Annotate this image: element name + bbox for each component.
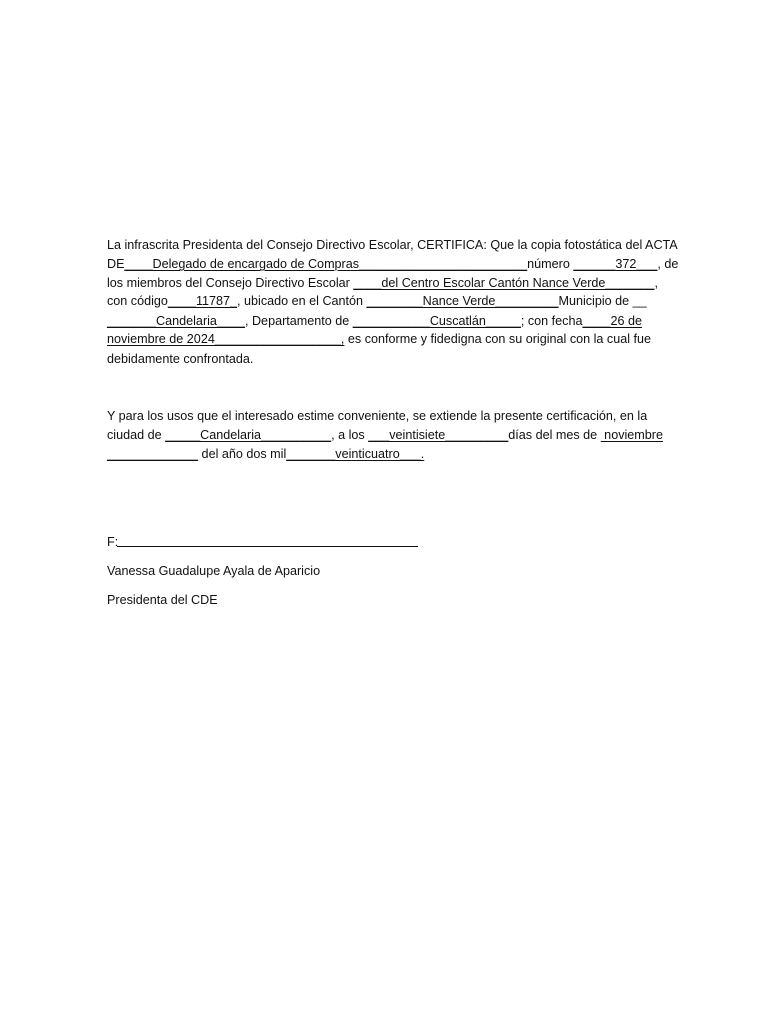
signature-label-text: F: [107,535,119,549]
anio-field: _______veinticuatro___. [286,447,425,461]
usage-text: Y para los usos que el interesado estime conveniente, se extiende la presente certificación, en la [107,409,648,423]
cert-text: La infrascrita Presidenta del Consejo Directivo Escolar, CERTIFICA: Que la copia fotostática del ACTA [107,238,678,252]
signer-name-text: Vanessa Guadalupe Ayala de Aparicio [107,564,321,578]
cert-text: con código [107,294,168,308]
signature-label [107,534,118,550]
cert-text: , de [657,257,679,271]
cert-text: debidamente confrontada. [107,352,254,366]
cert-line-1 [107,237,678,253]
fecha-field: ____26 de [582,314,643,328]
cert-text: los miembros del Consejo Directivo Escolar [107,276,354,290]
cert-line-2 [107,256,678,272]
cert-line-3 [107,275,658,291]
usage-line-3 [107,446,424,462]
canton-field: ________Nance Verde_________ [366,294,559,308]
cert-line-6 [107,331,651,347]
cert-line-7 [107,351,253,367]
usage-text: del año dos mil [198,447,287,461]
signer-title [107,592,218,608]
numero-field: ______372___ [573,257,658,271]
cert-text: ; con fecha [520,314,583,328]
usage-text: ciudad de [107,428,166,442]
dias-field: ___veintisiete_________ [368,428,509,442]
acta-field: ____Delegado de encargado de Compras________________________ [124,257,528,271]
departamento-field: ___________Cuscatlán_____ [352,314,521,328]
signature-line [117,546,418,547]
usage-line-2 [107,427,663,443]
fecha-field: noviembre de 2024__________________, [107,332,345,346]
cert-text: , Departamento de [244,314,353,328]
municipio-field: _______Candelaria____ [107,314,245,328]
codigo-field: ____11787_ [167,294,238,308]
cert-text: , ubicado en el Cantón [237,294,367,308]
usage-text: , a los [331,428,369,442]
usage-text: días del mes de [508,428,601,442]
mes-field: _____________ [107,447,199,461]
cert-text: es conforme y fidedigna con su original con la cual fue [344,332,652,346]
usage-line-1 [107,408,647,424]
signer-name [107,563,320,579]
cert-line-5 [107,313,642,329]
cert-text: , [654,276,658,290]
cert-text: DE [107,257,125,271]
centro-escolar-field: ____del Centro Escolar Cantón Nance Verde_______ [353,276,655,290]
signer-title-text: Presidenta del CDE [107,593,218,607]
cert-line-4 [107,293,647,309]
ciudad-field: _____Candelaria__________ [165,428,332,442]
cert-text: Municipio de __ [558,294,647,308]
cert-text: número [527,257,574,271]
mes-field: noviembre [600,428,663,442]
